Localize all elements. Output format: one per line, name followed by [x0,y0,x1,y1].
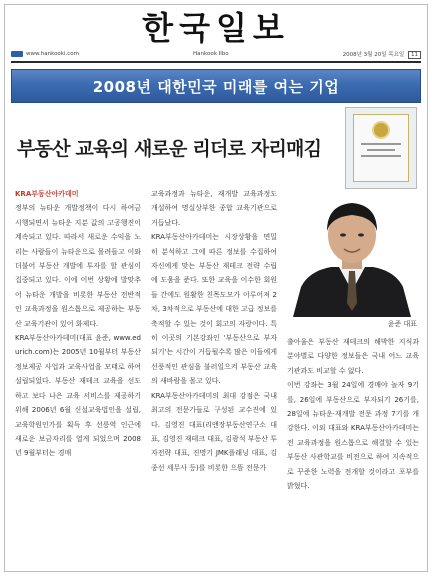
masthead-divider [11,61,421,63]
issue-date: 2008년 3월 20일 목요일 [342,51,405,58]
issue-info [343,50,421,59]
ceo-portrait-photo [287,191,417,317]
article-column-1 [15,187,141,571]
info-bar-left [11,51,79,57]
newspaper-clipping [4,4,428,572]
portrait-illustration [287,191,417,317]
section-banner [11,69,421,103]
plaque-line [361,155,401,157]
headline-area [17,117,337,177]
article-paragraph: 출아울은 부동산 재테크의 해박한 지식과 분야별로 다양한 정보들은 국내 어느 교육기관과도 비교할 수 없다. [287,338,419,375]
award-plaque-image [345,107,417,189]
article-kicker: KRA부동산아카데미 [15,190,79,198]
newspaper-title: 한국일보 [142,9,290,47]
article-column-3 [287,335,419,571]
article-paragraph: 이번 강좌는 3월 24일에 경매야 놀자 9기를, 26일에 부동산으로 부자되기 26기를, 28일에 뉴타운·재개발 전문 과정 7기를 개강한다. 이외 대표와 KRA부동산아카데미는 전 교육과정을 원스톱으로 해결할 수 있는 부동산 사관학교를 비전으로 하여 지속적으로 꾸준한 노력을 전개할 것이라고 포부를 밝혔다. [287,381,419,491]
page-number: 11 [408,51,421,59]
site-url: www.hankooki.com [26,51,80,57]
article-paragraph: KRA부동산아카데미(대표 윤준, www.edurich.com)는 2005년 10월부터 부동산 정보제공 사업과 교육사업을 모태로 하여 설립되었다. 부동산 재테크 교육을 선도하고 보다 나은 교육 서비스를 제공하기 위해 2006년 6월 신설교육법인을 설립, 교육학원인가를 획득 후 선릉역 인근에 새로운 보금자리를 열게 되었으며 2008년 9월부터는 경매 [15,334,141,458]
plaque-line [361,143,401,145]
seal-icon [372,121,390,139]
banner-text: 2008년 대한민국 미래를 여는 기업 [92,77,340,96]
plaque-line [367,149,395,151]
masthead [5,5,427,47]
article-paragraph: KRA부동산아카데미는 시장상황을 면밀히 분석하고 그에 따른 정보를 수집하여 자신에게 맞는 부동산 재테크 전략 수립에 도움을 준다. 또한 교육을 이수한 회원들 간에도 원활한 친목도모가 이루어져 2차, 3차적으로 부동산에 대한 고급 정보를 축적할 수 있는 것이 회고의 자랑이다. 특히 이곳의 기본강좌인 '부동산으로 부자 되기'는 시간이 거듭될수록 많은 이들에게 선풍적인 관심을 불러일으켜 부동산 교육의 새바람을 몰고 있다. [151,233,277,386]
photo-caption: 윤준 대표 [387,320,417,328]
article-paragraph: 교육과정과 뉴타운, 재개발 교육과정도 개설하여 명실상부한 종합 교육기관으로 거듭났다. [151,190,277,227]
plaque-frame [353,114,409,182]
article-column-2 [151,187,277,571]
article-paragraph: KRA부동산아카데미의 최대 강점은 국내최고의 전문가들로 구성된 교수진에 있다. 김영진 대표(리앤장부동산연구소 대표, 김영진 재테크 대표, 김광석 부동산 투자전략 대표, 진명기 JMK플래닝 대표, 김종선 세무사 등)를 비롯한 으뜸 전문가 [151,391,277,472]
article-paragraph: 정부의 뉴타운 개발정책이 다시 하여금 시행되면서 뉴타운 지분 값의 고공행진이 계속되고 있다. 따라서 새로운 수익을 노리는 사람들이 뉴타운으로 몰려들고 이와 더불어 부동산 개발에 투자를 할 관심이 집중되고 있다. 이에 이번 상황에 발맞추어 뉴타운 개발을 비롯한 부동산 전반적인 교육과정을 원스톱으로 제공하는 부동산 교육기관이 있어 화제다. [15,204,141,328]
article-headline: 부동산 교육의 새로운 리더로 자리매김 [17,137,322,160]
info-bar [11,49,421,59]
site-logo-icon [11,51,23,57]
section-name: Hankook Ilbo [192,51,229,57]
